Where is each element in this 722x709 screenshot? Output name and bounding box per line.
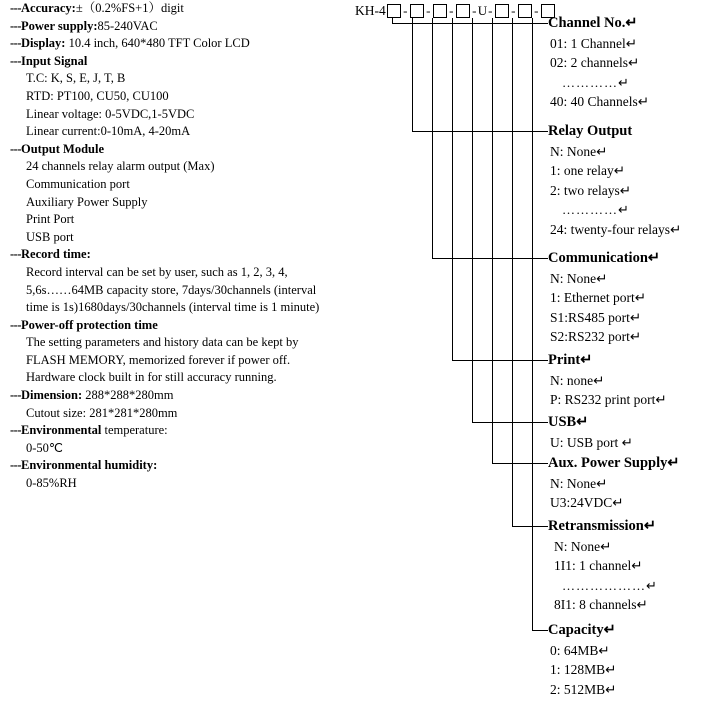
spec-value: 24 channels relay alarm output (Max) (26, 159, 215, 174)
spec-value: RTD: PT100, CU50, CU100 (26, 88, 169, 103)
model-separator-5: - (488, 3, 493, 18)
spec-line (10, 194, 360, 212)
spec-line (10, 229, 360, 247)
option-item[interactable]: 1I1: 1 channel↵ (554, 558, 643, 573)
spec-line (10, 352, 360, 370)
spec-line (10, 387, 360, 405)
spec-value: Linear current:0-10mA, 4-20mA (26, 124, 191, 139)
option-item[interactable]: 0: 64MB↵ (550, 642, 610, 658)
spec-line (10, 158, 360, 176)
spec-value: 0-50℃ (26, 440, 63, 455)
spec-label: Display: (21, 36, 66, 51)
spec-line (10, 440, 360, 458)
spec-line (10, 88, 360, 106)
option-group-title: Relay Output (548, 123, 633, 139)
spec-line (10, 176, 360, 194)
option-item[interactable]: S1:RS485 port↵ (550, 309, 642, 325)
spec-dash: --- (10, 458, 21, 473)
spec-label: Power supply: (21, 18, 98, 33)
spec-line (10, 422, 360, 440)
spec-dash: --- (10, 388, 21, 403)
model-box-2[interactable] (410, 4, 424, 18)
option-group (548, 413, 722, 452)
option-item[interactable]: N: None↵ (550, 475, 608, 491)
option-item[interactable]: N: None↵ (550, 143, 608, 159)
spec-line (10, 475, 360, 493)
option-group (548, 621, 722, 699)
spec-label: Dimension: (21, 388, 83, 403)
option-group-title: Channel No.↵ (548, 15, 638, 31)
model-code-row (355, 2, 556, 20)
spec-line (10, 457, 360, 475)
model-separator-7: - (534, 3, 539, 18)
spec-label: Output Module (21, 141, 105, 156)
spec-value: ±（0.2%FS+1）digit (75, 1, 184, 15)
spec-value: time is 1s)1680days/30channels (interval time is 1 minute) (26, 300, 320, 315)
spec-label: Environmental humidity: (21, 458, 158, 473)
spec-label: Environmental (21, 423, 102, 438)
spec-line (10, 334, 360, 352)
spec-line (10, 211, 360, 229)
spec-dash: --- (10, 141, 21, 156)
spec-label: Record time: (21, 247, 91, 262)
model-box-5[interactable] (495, 4, 509, 18)
option-item[interactable]: 2: 512MB↵ (550, 681, 617, 697)
spec-line (10, 141, 360, 159)
option-ellipsis: …………↵ (562, 202, 630, 217)
model-box-6[interactable] (518, 4, 532, 18)
spec-value: 10.4 inch, 640*480 TFT Color LCD (65, 36, 250, 51)
option-group-title: Communication↵ (548, 250, 661, 266)
option-item[interactable]: 01: 1 Channel↵ (550, 35, 638, 51)
spec-dash: --- (10, 1, 21, 15)
option-group-title: Retransmission↵ (548, 518, 657, 534)
option-item[interactable]: 1: Ethernet port↵ (550, 290, 647, 305)
spec-dash: --- (10, 36, 21, 51)
spec-line (10, 299, 360, 317)
spec-dash: --- (10, 53, 21, 68)
option-item[interactable]: 2: two relays↵ (550, 182, 632, 198)
option-group (548, 454, 722, 513)
spec-value: Print Port (26, 212, 75, 227)
spec-line (10, 123, 360, 141)
option-group-title: Print↵ (548, 352, 593, 368)
option-item[interactable]: N: None↵ (554, 538, 612, 554)
spec-value: 288*288*280mm (82, 388, 174, 403)
spec-value: T.C: K, S, E, J, T, B (26, 71, 126, 86)
option-ellipsis: …………↵ (562, 74, 630, 90)
spec-label: Accuracy: (21, 1, 76, 15)
specification-list (10, 0, 360, 493)
model-separator-3: - (449, 3, 454, 18)
option-item[interactable]: N: none↵ (550, 372, 605, 388)
spec-line (10, 35, 360, 53)
model-separator-1: - (403, 3, 408, 18)
option-group (548, 517, 722, 615)
spec-label: Power-off protection time (21, 317, 158, 332)
option-item[interactable]: U3:24VDC↵ (550, 495, 624, 510)
option-item[interactable]: P: RS232 print port↵ (550, 392, 667, 407)
model-prefix: KH-4 (355, 3, 386, 18)
spec-value: Linear voltage: 0-5VDC,1-5VDC (26, 106, 195, 121)
option-item[interactable]: S2:RS232 port↵ (550, 329, 642, 344)
spec-dash: --- (10, 247, 21, 262)
spec-line (10, 264, 360, 282)
spec-line (10, 317, 360, 335)
option-group-title: Aux. Power Supply↵ (548, 455, 680, 471)
model-separator-6: - (511, 3, 516, 18)
spec-value: USB port (26, 229, 74, 244)
spec-line (10, 405, 360, 423)
spec-line (10, 369, 360, 387)
spec-label: Input Signal (21, 53, 88, 68)
option-group (548, 122, 722, 239)
spec-dash: --- (10, 18, 21, 33)
spec-value: 5,6s……64MB capacity store, 7days/30channels (interval (26, 282, 317, 297)
spec-value: Record interval can be set by user, such as 1, 2, 3, 4, (26, 264, 288, 279)
spec-value: Cutout size: 281*281*280mm (26, 405, 178, 420)
option-group-title: Capacity↵ (548, 622, 616, 638)
option-item[interactable]: 8I1: 8 channels↵ (554, 597, 648, 612)
option-item[interactable]: 24: twenty-four relays↵ (550, 221, 682, 237)
model-separator-2: - (426, 3, 431, 18)
spec-line (10, 0, 360, 18)
model-box-1[interactable] (387, 4, 401, 18)
spec-line (10, 106, 360, 124)
option-group (548, 249, 722, 347)
spec-value: 85-240VAC (97, 18, 158, 33)
option-ellipsis: ………………↵ (562, 577, 658, 593)
spec-value: The setting parameters and history data can be kept by (26, 335, 299, 350)
spec-value: 0-85%RH (26, 476, 77, 491)
option-item[interactable]: U: USB port ↵ (550, 434, 633, 450)
spec-value: Hardware clock built in for still accuracy running. (26, 370, 277, 385)
spec-line (10, 70, 360, 88)
option-item[interactable]: 40: 40 Channels↵ (550, 94, 650, 109)
spec-line (10, 53, 360, 71)
model-separator-4: - (472, 3, 477, 18)
model-box-4[interactable] (456, 4, 470, 18)
spec-line (10, 246, 360, 264)
spec-line (10, 18, 360, 36)
spec-value: Auxiliary Power Supply (26, 194, 148, 209)
spec-dash: --- (10, 423, 21, 438)
model-box-3[interactable] (433, 4, 447, 18)
model-usb-char: U (477, 3, 488, 18)
option-item[interactable]: N: None↵ (550, 270, 608, 286)
spec-value: Communication port (26, 176, 130, 191)
spec-value: temperature: (101, 423, 168, 438)
option-item[interactable]: 02: 2 channels↵ (550, 55, 640, 70)
option-item[interactable]: 1: one relay↵ (550, 163, 626, 178)
spec-value: FLASH MEMORY, memorized forever if power off. (26, 352, 291, 367)
spec-line (10, 282, 360, 300)
option-group (548, 351, 722, 410)
spec-dash: --- (10, 317, 21, 332)
option-item[interactable]: 1: 128MB↵ (550, 662, 617, 677)
option-group (548, 14, 722, 112)
option-group-title: USB↵ (548, 414, 589, 430)
